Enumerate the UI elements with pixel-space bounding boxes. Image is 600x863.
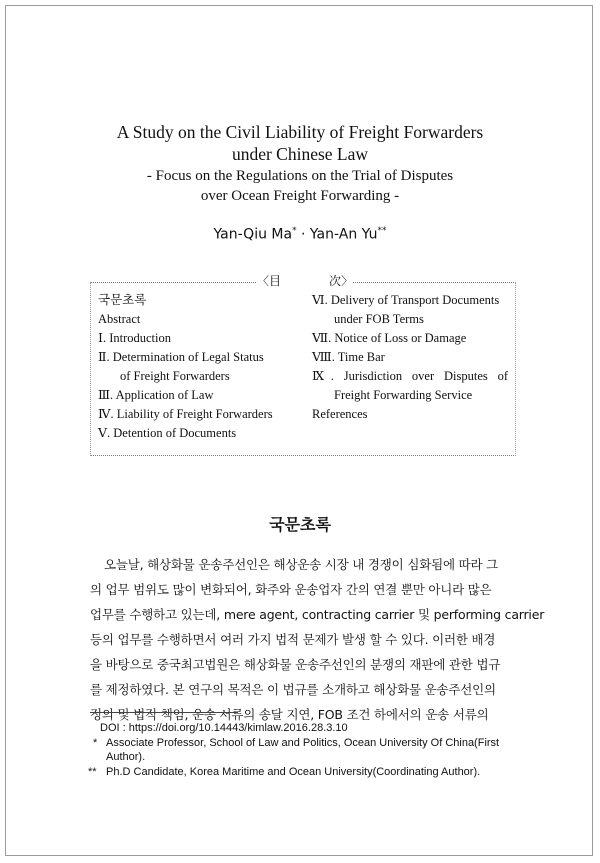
footnote-2-mark: ** [88, 766, 97, 778]
toc-header-open: 〈目 [257, 274, 282, 288]
toc-header-close: 次〉 [328, 274, 353, 288]
abstract-line: 등의 업무를 수행하면서 여러 가지 법적 문제가 발생 할 수 있다. 이러한 배경 [90, 632, 496, 647]
toc-item[interactable]: Ⅸ. Jurisdiction over Disputes of [312, 369, 508, 383]
toc-item[interactable]: 국문초록 [98, 293, 147, 307]
abstract-line: 을 바탕으로 중국최고법원은 해상화물 운송주선인의 분쟁의 재판에 관한 법규 [90, 657, 501, 672]
paper-subtitle-line-1: - Focus on the Regulations on the Trial of Disputes [146, 168, 454, 184]
footnote-2-text: Ph.D Candidate, Korea Maritime and Ocean University(Coordinating Author). [106, 766, 481, 778]
toc-item[interactable]: Ⅵ. Delivery of Transport Documents [312, 293, 500, 307]
author-separator: · [296, 226, 310, 243]
toc-item[interactable]: Ⅲ. Application of Law [98, 388, 214, 402]
author-1-mark: * [292, 226, 297, 236]
abstract-line: 정의 및 법적 책임, 운송 서류의 송달 지연, FOB 조건 하에서의 운송 서류의 [90, 707, 489, 722]
toc-item[interactable]: References [312, 407, 368, 421]
toc-item-continuation[interactable]: Freight Forwarding Service [334, 388, 473, 402]
author-1: Yan-Qiu Ma [213, 226, 293, 243]
paper-title-line-1: A Study on the Civil Liability of Freight Forwarders [116, 122, 484, 142]
paper-title-line-2: under Chinese Law [231, 144, 369, 164]
footnote-1-text: Associate Professor, School of Law and Politics, Ocean University Of China(First [106, 737, 500, 749]
toc-item[interactable]: Ⅰ. Introduction [98, 331, 171, 345]
footnote-1-mark: * [93, 737, 98, 749]
paper-subtitle-line-2: over Ocean Freight Forwarding - [200, 188, 400, 204]
abstract-line: 를 제정하였다. 본 연구의 목적은 이 법규를 소개하고 해상화물 운송주선인의 [90, 682, 496, 697]
toc-item[interactable]: Ⅴ. Detention of Documents [98, 426, 237, 440]
toc-item[interactable]: Ⅷ. Time Bar [312, 350, 385, 364]
footnote-1-text-cont: Author). [106, 751, 146, 763]
toc-item-continuation[interactable]: of Freight Forwarders [120, 369, 230, 383]
abstract-line: 오늘날, 해상화물 운송주선인은 해상운송 시장 내 경쟁이 심화됨에 따라 그 [104, 557, 498, 572]
doi-footnote[interactable]: DOI : https://doi.org/10.14443/kimlaw.2016.28.3.10 [100, 722, 348, 734]
author-2: Yan-An Yu [309, 226, 378, 243]
toc-header [257, 273, 353, 289]
authors [0, 226, 600, 243]
footnote-rule [90, 712, 238, 713]
toc-item[interactable]: Ⅳ. Liability of Freight Forwarders [98, 407, 273, 421]
toc-item[interactable]: Abstract [98, 312, 141, 326]
toc-item[interactable]: Ⅶ. Notice of Loss or Damage [312, 331, 467, 345]
abstract-line: 업무를 수행하고 있는데, mere agent, contracting carrier 및 performing carrier [90, 607, 545, 622]
author-2-mark: ** [377, 226, 387, 236]
toc-item[interactable]: Ⅱ. Determination of Legal Status [98, 350, 264, 364]
abstract-heading: 국문초록 [269, 515, 331, 534]
abstract-line: 의 업무 범위도 많이 변화되어, 화주와 운송업자 간의 연결 뿐만 아니라 많은 [90, 582, 492, 597]
toc-item-continuation[interactable]: under FOB Terms [334, 312, 424, 326]
